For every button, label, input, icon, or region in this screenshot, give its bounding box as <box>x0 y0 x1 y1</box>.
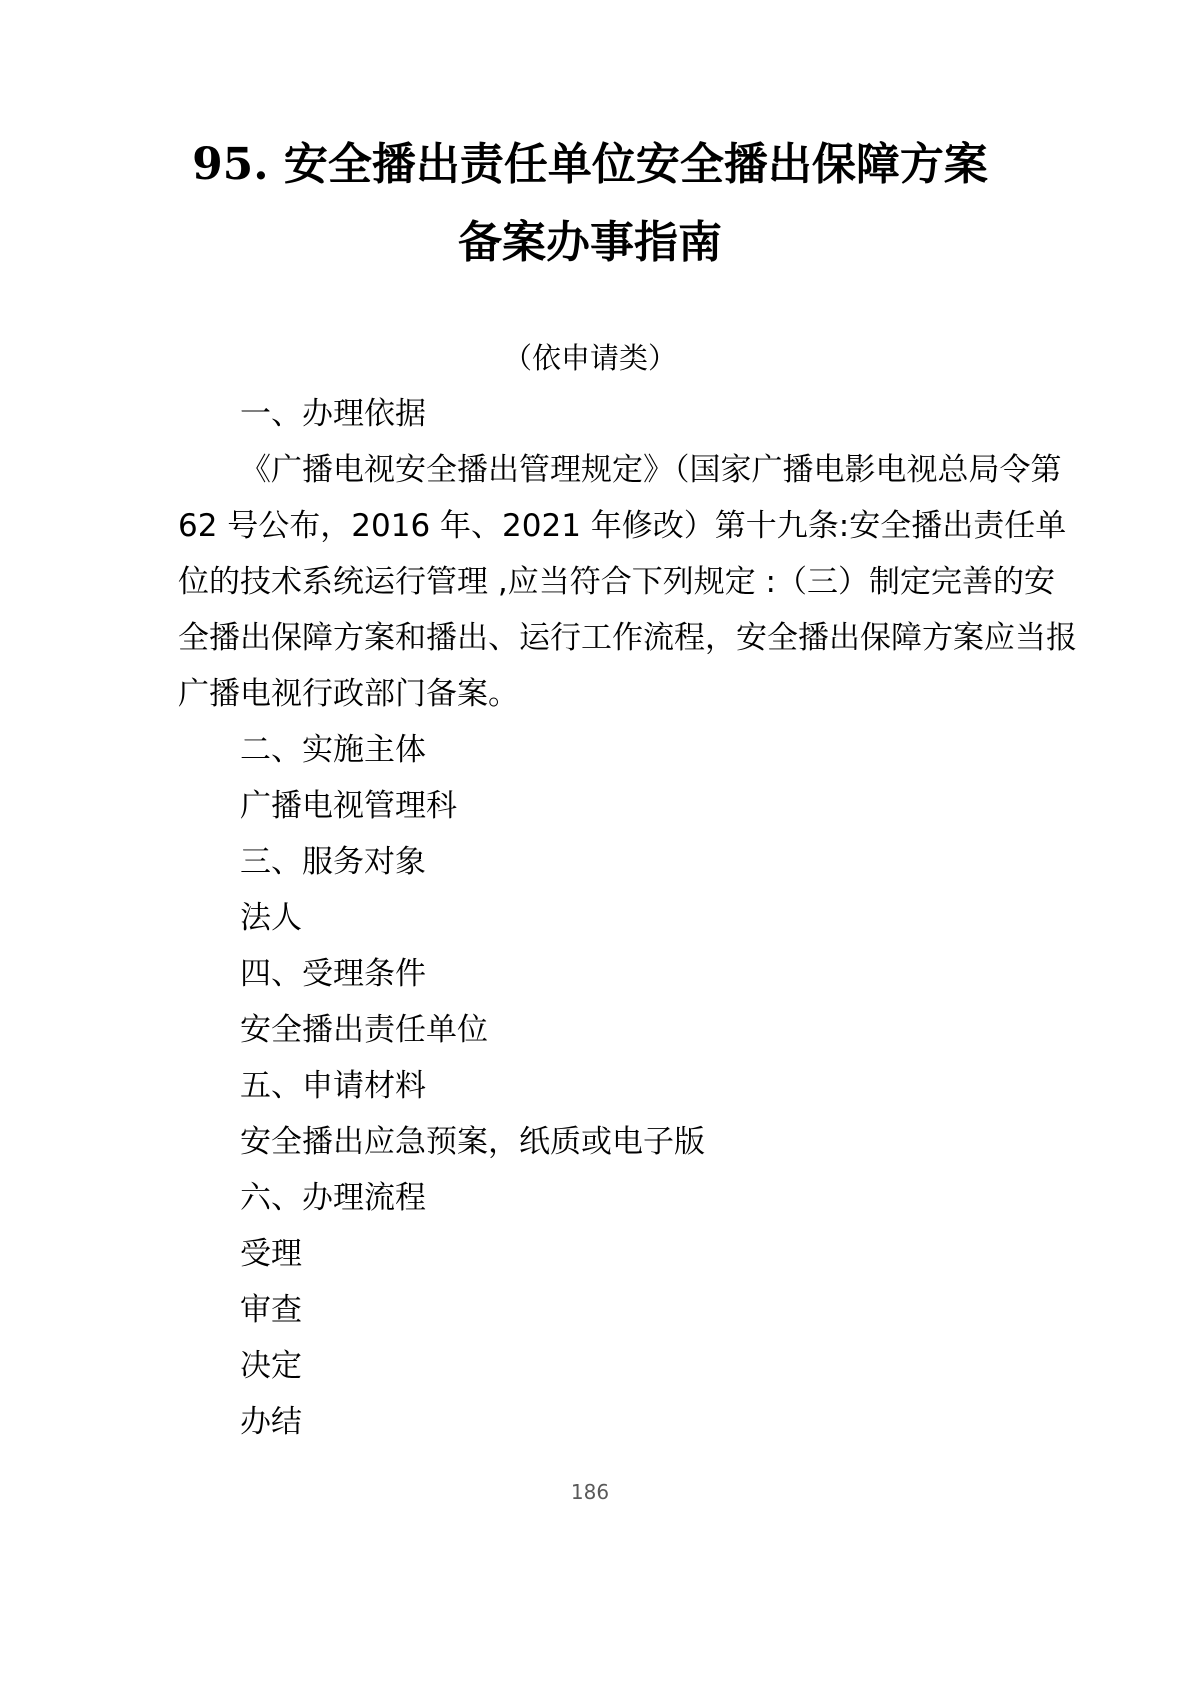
section-heading-6: 六、办理流程 <box>240 1180 426 1216</box>
section-heading-2: 二、实施主体 <box>240 732 426 768</box>
list-item: 决定 <box>240 1348 302 1384</box>
page-number: 186 <box>570 1480 610 1504</box>
section-heading-5: 五、申请材料 <box>240 1068 426 1104</box>
list-item: 安全播出应急预案，纸质或电子版 <box>240 1124 705 1160</box>
doc-subtitle: （依申请类） <box>502 341 677 375</box>
list-item: 办结 <box>240 1404 302 1440</box>
legal-basis-paragraph: 《广播电视安全播出管理规定》（国家广播电影电视总局令第 62 号公布，2016 年、2021 年修改）第十九条:安全播出责任单位的技术系统运行管理 ,应当符合下列规定 :（三）制定完善的安全播出保障方案和播出、运行工作流程，安全播出保障方案应当报广播电视行政部门备案。 <box>178 452 1077 712</box>
section-heading-4: 四、受理条件 <box>240 956 426 992</box>
list-item: 受理 <box>240 1236 302 1272</box>
list-item: 广播电视管理科 <box>240 788 457 824</box>
section-heading-3: 三、服务对象 <box>240 844 426 880</box>
page-title: 95. 安全播出责任单位安全播出保障方案备案办事指南 <box>192 139 988 268</box>
section-heading-1: 一、办理依据 <box>240 396 426 432</box>
list-item: 法人 <box>240 900 302 936</box>
list-item: 审查 <box>240 1292 302 1328</box>
list-item: 安全播出责任单位 <box>240 1012 488 1048</box>
